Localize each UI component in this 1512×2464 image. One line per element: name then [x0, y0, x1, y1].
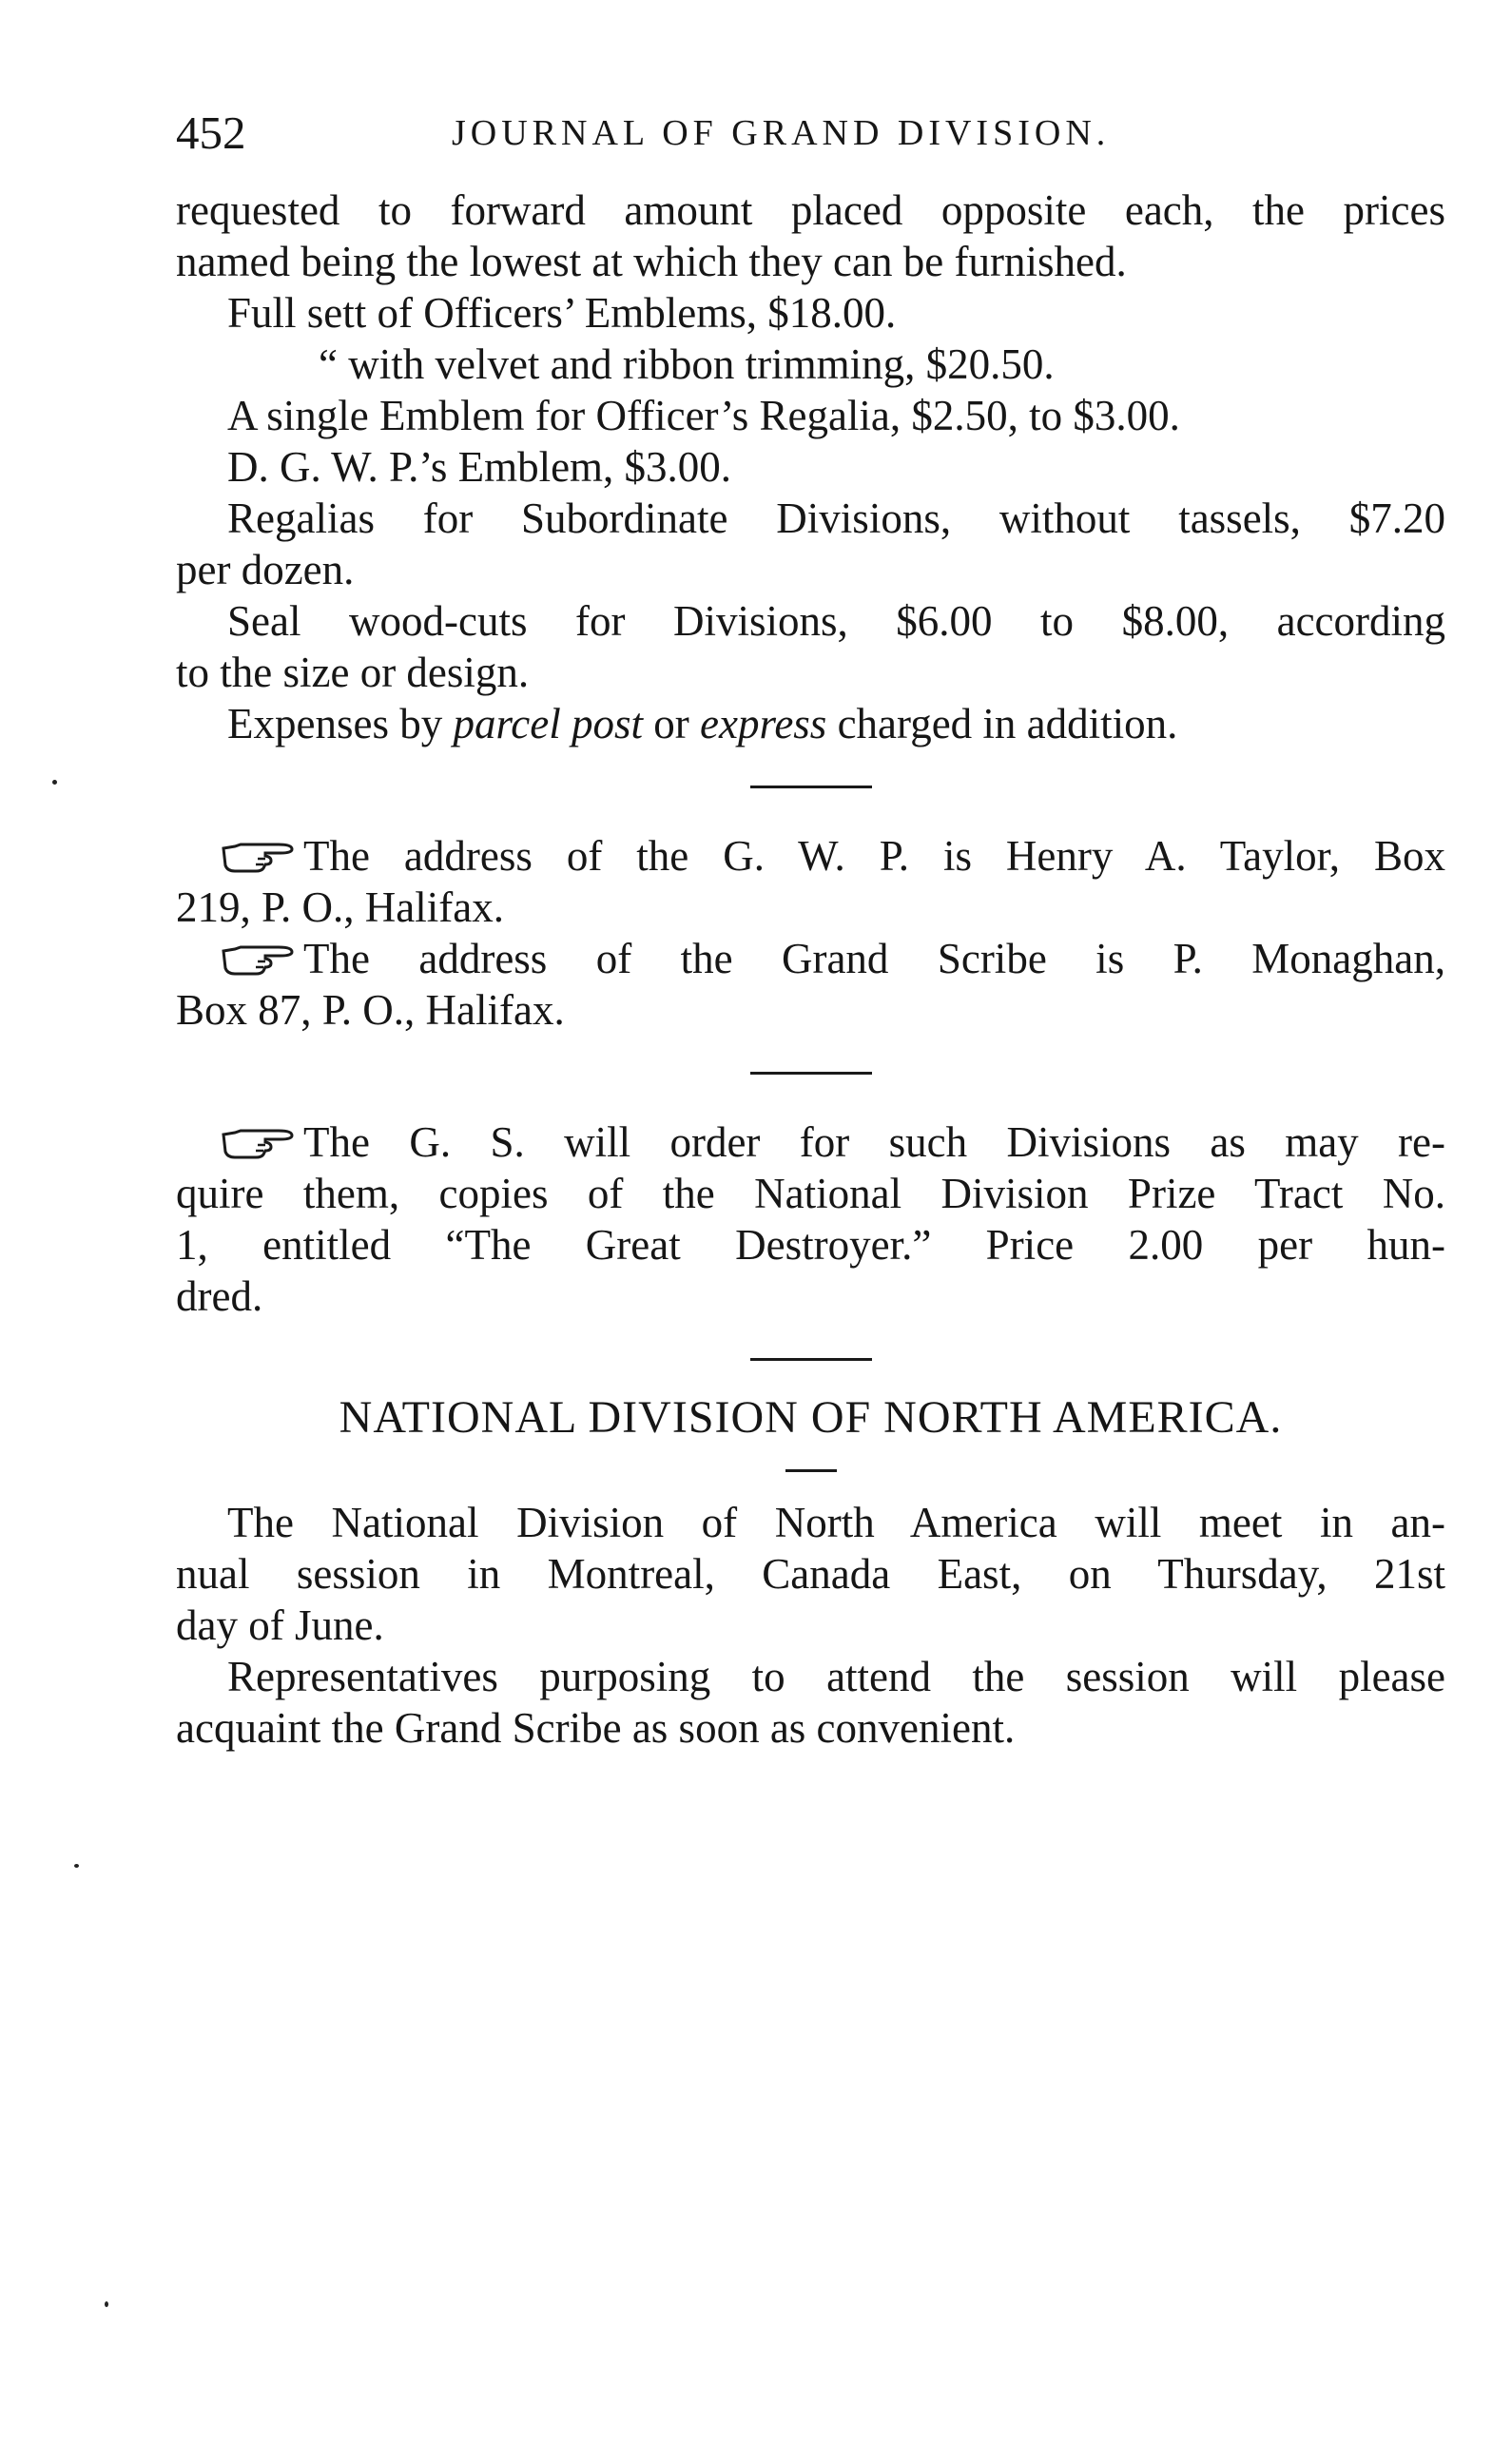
expenses-line [176, 698, 1445, 749]
pointing-hand-icon [222, 1127, 298, 1159]
paragraph-line: Representatives purposing to attend the session will please [227, 1653, 1445, 1700]
page-number: 452 [176, 107, 246, 159]
intro-line: requested to forward amount placed opposite each, the prices [176, 186, 1445, 234]
expenses-or: or [643, 700, 701, 747]
expenses-express: express [700, 700, 827, 747]
paragraph-line: acquaint the Grand Scribe as soon as convenient. [176, 1704, 1016, 1752]
address-notices [176, 830, 1445, 1036]
scribe-address-continued: Box 87, P. O., Halifax. [176, 986, 565, 1034]
price-item: Seal wood-cuts for Divisions, $6.00 to $8.00, according [227, 597, 1445, 645]
price-item: A single Emblem for Officer’s Regalia, $2.50, to $3.00. [227, 392, 1180, 439]
tract-notice-line: The G. S. will order for such Divisions as may re- [176, 1116, 1445, 1168]
paragraph-line: nual session in Montreal, Canada East, on Thursday, 21st [176, 1550, 1445, 1598]
paragraph-line: The National Division of North America will meet in an- [227, 1499, 1445, 1546]
price-list [176, 184, 1445, 749]
gwp-address-continued: 219, P. O., Halifax. [176, 883, 504, 931]
tract-notice [176, 1116, 1445, 1322]
page-header [176, 95, 1445, 171]
national-division-text [176, 1497, 1445, 1754]
price-item: Regalias for Subordinate Divisions, without tassels, $7.20 [227, 495, 1445, 542]
price-item: D. G. W. P.’s Emblem, $3.00. [227, 443, 732, 491]
price-item-continued: per dozen. [176, 546, 355, 593]
paper-speck [105, 2301, 108, 2307]
paper-speck [74, 1864, 79, 1868]
pointing-hand-icon [222, 841, 298, 873]
pointing-hand-icon [222, 943, 298, 976]
section-heading: NATIONAL DIVISION OF NORTH AMERICA. [339, 1392, 1283, 1443]
paragraph-line: day of June. [176, 1601, 384, 1649]
tract-notice-line: quire them, copies of the National Division Prize Tract No. [176, 1170, 1445, 1217]
paper-speck [52, 780, 57, 785]
intro-line: named being the lowest at which they can be furnished. [176, 238, 1127, 285]
expenses-suffix: charged in addition. [826, 700, 1178, 747]
running-title: JOURNAL OF GRAND DIVISION. [452, 113, 1111, 153]
tract-notice-line: 1, entitled “The Great Destroyer.” Price 2.00 per hun- [176, 1221, 1445, 1269]
price-item-continued: to the size or design. [176, 649, 530, 696]
tract-notice-line: dred. [176, 1272, 263, 1320]
scribe-address: The address of the Grand Scribe is P. Monaghan, [176, 933, 1445, 984]
price-item: “ with velvet and ribbon trimming, $20.50. [319, 340, 1055, 388]
expenses-prefix: Expenses by [227, 700, 454, 747]
gwp-address: The address of the G. W. P. is Henry A. Taylor, Box [176, 830, 1445, 882]
expenses-parcel: parcel post [453, 700, 644, 747]
price-item: Full sett of Officers’ Emblems, $18.00. [227, 289, 897, 337]
page [176, 95, 1445, 1754]
